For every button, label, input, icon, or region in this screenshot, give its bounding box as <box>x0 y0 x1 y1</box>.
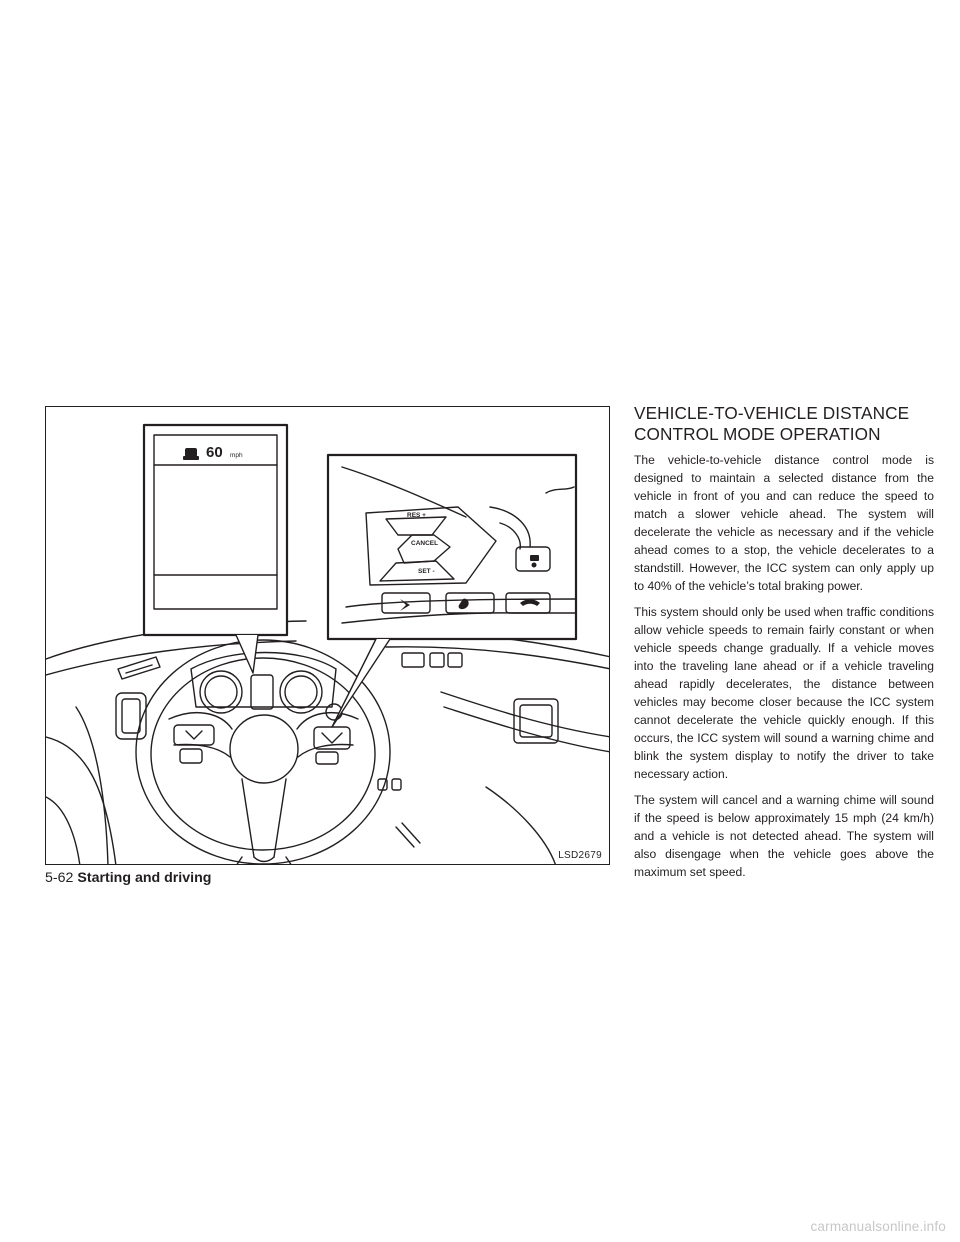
body-text <box>634 451 934 889</box>
page-number: 5-62 <box>45 870 74 886</box>
paragraph: This system should only be used when traffic conditions allow vehicle speeds to remain fairly constant or when vehicle speeds change gradually. If a vehicle moves into the traveling lane ahead or if a vehicle traveling ahead rapidly decelerates, the distance between vehicles may become closer because the ICC system cannot decelerate the vehicle quickly enough. If this occurs, the ICC system will sound a warning chime and blink the system display to notify the driver to take necessary action. <box>634 605 934 781</box>
heading-line-1: VEHICLE-TO-VEHICLE DISTANCE <box>634 403 910 423</box>
section-heading <box>634 403 934 445</box>
figure-id: LSD2679 <box>558 850 602 861</box>
display-unit: mph <box>230 452 243 459</box>
res-plus-label: RES + <box>407 512 426 519</box>
page-footer <box>45 870 211 886</box>
paragraph: The vehicle-to-vehicle distance control mode is designed to maintain a selected distance from the vehicle in front of you and can reduce the speed to match a slower vehicle ahead. The system will decelerate the vehicle as necessary and if the vehicle ahead comes to a stop, the vehicle decelerates to a standstill. However, the ICC system can only apply up to 40% of the vehicle’s total braking power. <box>634 453 934 593</box>
illustration-steering-wheel-icc <box>45 406 610 865</box>
section-title: Starting and driving <box>77 870 212 886</box>
paragraph: The system will cancel and a warning chime will sound if the speed is below approximately 15 mph (24 km/h) and a vehicle is not detected ahead. The system will also disengage when the vehicle goes above the maximum set speed. <box>634 793 934 879</box>
steering-wheel-drawing <box>46 407 610 865</box>
display-speed: 60 <box>206 444 223 461</box>
cancel-label: CANCEL <box>411 540 439 547</box>
heading-line-2: CONTROL MODE OPERATION <box>634 424 881 444</box>
watermark: carmanualsonline.info <box>810 1219 946 1234</box>
set-minus-label: SET - <box>418 568 435 575</box>
